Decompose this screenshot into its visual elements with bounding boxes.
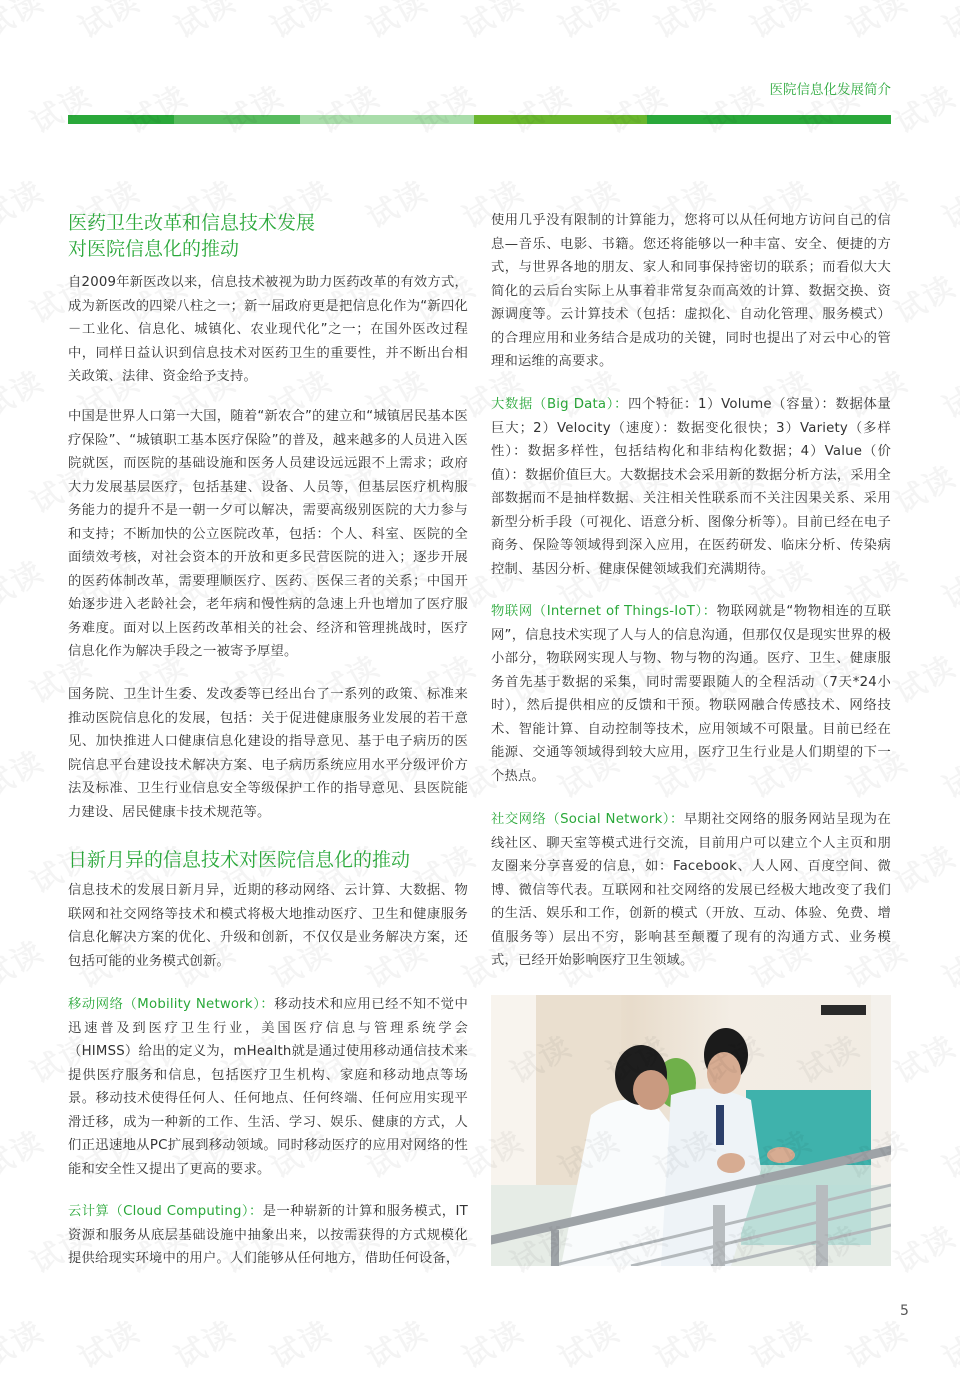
section1-paragraph-3: 国务院、卫生计生委、发改委等已经出台了一系列的政策、标准来推动医院信息化的发展，包括：关于促进健康服务业发展的若干意见、加快推进人口健康信息化建设的指导意见、基于电子病历的医院信息平台建设技术解决方案、电子病历系统应用水平分级评价方法及标准、卫生行业信息安全等级保护工作的指导意见、县医院能力建设、居民健康卡技术规范等。	[68, 687, 468, 820]
watermark-text	[501, 72, 578, 142]
watermark-text	[933, 167, 960, 237]
watermark-text	[453, 1307, 530, 1377]
watermark-text	[933, 0, 960, 47]
big-data-paragraph	[491, 393, 891, 581]
section2-title: 日新月异的信息技术对医院信息化的推动	[68, 849, 411, 871]
watermark-text	[165, 0, 242, 47]
iot-lead: 物联网（Internet of Things-IoT）：	[491, 604, 717, 619]
watermark-text	[0, 737, 51, 807]
watermark-text	[405, 72, 482, 142]
page-number: 5	[900, 1303, 909, 1319]
social-network-paragraph	[491, 808, 891, 973]
color-bar-segment	[68, 115, 174, 124]
watermark-text	[885, 72, 960, 142]
iot-text: 物联网就是“物物相连的互联网”，信息技术实现了人与人的信息沟通，但那仅仅是现实世界的极小部分，物联网实现人与物、物与物的沟通。医疗、卫生、健康服务首先基于数据的采集，同时需要跟随人的全程活动（7天*24小时），然后提供相应的反馈和干预。物联网融合传感技术、网络技术、智能计算、自动控制等技术，应用领域不可限量。目前已经在能源、交通等领域得到较大应用，医疗卫生行业是人们期望的下一个热点。	[491, 604, 891, 784]
social-network-text: 早期社交网络的服务网站呈现为在线社区、聊天室等模式进行交流，目前用户可以建立个人主页和朋友圈来分享喜爱的信息，如：Facebook、人人网、百度空间、微博、微信等代表。互联网和社交网络的发展已经极大地改变了我们的生活、娱乐和工作，创新的模式（开放、互动、体验、免费、增值服务等）层出不穷，影响甚至颠覆了现有的沟通方式、业务模式，已经开始影响医疗卫生领域。	[491, 812, 892, 968]
watermark-text	[837, 0, 914, 47]
watermark-text	[741, 1307, 818, 1377]
social-network-lead: 社交网络（Social Network）：	[491, 812, 684, 827]
watermark-text	[69, 0, 146, 47]
watermark-text	[933, 927, 960, 997]
watermark-text	[357, 0, 434, 47]
mobility-network-lead: 移动网络（Mobility Network）：	[68, 997, 275, 1012]
section1-title	[68, 210, 315, 262]
doctors-illustration	[491, 995, 891, 1266]
big-data-lead: 大数据（Big Data）：	[491, 397, 629, 412]
watermark-text	[645, 1307, 722, 1377]
section2-intro: 信息技术的发展日新月异，近期的移动网络、云计算、大数据、物联网和社交网络等技术和模式将极大地推动医疗、卫生和健康服务信息化解决方案的优化、升级和创新，不仅仅是业务解决方案，还包括可能的业务模式创新。	[68, 883, 468, 969]
watermark-text	[933, 1307, 960, 1377]
cloud-computing-continued: 使用几乎没有限制的计算能力，您将可以从任何地方访问自己的信息—音乐、电影、书籍。您还将能够以一种丰富、安全、便捷的方式，与世界各地的朋友、家人和同事保持密切的联系；而看似大大简化的云后台实际上从事着非常复杂而高效的计算、数据交换、资源调度等。云计算技术（包括：虚拟化、自动化管理、服务模式）的合理应用和业务结合是成功的关键，同时也提出了对云中心的管理和运维的高要求。	[491, 213, 891, 369]
watermark-text	[933, 357, 960, 427]
watermark-text	[645, 0, 722, 47]
watermark-text	[933, 547, 960, 617]
cloud-computing-lead: 云计算（Cloud Computing）：	[68, 1204, 263, 1219]
section1-paragraph-1: 自2009年新医改以来，信息技术被视为助力医药改革的有效方式，成为新医改的四梁八柱之一；新一届政府更是把信息化作为“新四化－工业化、信息化、城镇化、农业现代化”之一；在国外医改过程中，同样日益认识到信息技术对医药卫生的重要性，并不断出台相关政策、法律、资金给予支持。	[68, 275, 468, 384]
watermark-text	[165, 1307, 242, 1377]
color-bar-segment	[647, 115, 891, 124]
watermark-text	[885, 832, 960, 902]
watermark-text	[261, 0, 338, 47]
mobility-network-paragraph	[68, 993, 468, 1181]
mobility-network-text: 移动技术和应用已经不知不觉中迅速普及到医疗卫生行业，美国医疗信息与管理系统学会（HIMSS）给出的定义为，mHealth就是通过使用移动通信技术来提供医疗服务和信息，包括医疗卫生机构、家庭和移动地点等场景。移动技术使得任何人、任何地点、任何终端、任何应用实现平滑迁移，成为一种新的工作、生活、学习、娱乐、健康的方式，人们正迅速地从PC扩展到移动领域。同时移动医疗的应用对网络的性能和安全性又提出了更高的要求。	[68, 997, 468, 1177]
watermark-text	[885, 452, 960, 522]
watermark-text	[261, 1307, 338, 1377]
watermark-text	[741, 0, 818, 47]
watermark-text	[549, 1307, 626, 1377]
iot-paragraph	[491, 600, 891, 788]
cloud-computing-paragraph	[68, 1200, 468, 1271]
section1-title-line2: 对医院信息化的推动	[68, 238, 240, 260]
running-title: 医院信息化发展简介	[769, 82, 891, 98]
watermark-text	[0, 927, 51, 997]
watermark-text	[0, 547, 51, 617]
watermark-text	[0, 357, 51, 427]
watermark-text	[0, 1307, 51, 1377]
watermark-text	[453, 0, 530, 47]
watermark-text	[0, 167, 51, 237]
color-bar-segment	[474, 115, 647, 124]
watermark-text	[309, 72, 386, 142]
watermark-text	[885, 262, 960, 332]
color-bar-segment	[300, 115, 474, 124]
watermark-text	[69, 1307, 146, 1377]
cloud-computing-text: 是一种崭新的计算和服务模式，IT资源和服务从底层基础设施中抽象出来，以按需获得的方式规模化提供给现实环境中的用户。人们能够从任何地方，借助任何设备，	[68, 1204, 468, 1266]
watermark-text	[693, 72, 770, 142]
section1-paragraph-2: 中国是世界人口第一大国，随着“新农合”的建立和“城镇居民基本医疗保险”、“城镇职工基本医疗保险”的普及，越来越多的人员进入医院就医，而医院的基础设施和医务人员建设远远跟不上需求；政府大力发展基层医疗，包括基建、设备、人员等，但基层医疗机构服务能力的提升不是一朝一夕可以解决，需要高级别医院的大力参与和支持；不断加快的公立医院改革，包括：个人、科室、医院的全面绩效考核，对社会资本的开放和更多民营医院的进入；逐步开展的医药体制改革，需要理顺医疗、医药、医保三者的关系；中国开始逐步进入老龄社会，老年病和慢性病的急速上升也增加了医疗服务难度。面对以上医药改革相关的社会、经济和管理挑战时，医疗信息化作为解决手段之一被寄予厚望。	[68, 409, 468, 659]
watermark-text	[597, 72, 674, 142]
watermark-text	[357, 1307, 434, 1377]
watermark-text	[357, 167, 434, 237]
section1-title-line1: 医药卫生改革和信息技术发展	[68, 212, 316, 234]
watermark-text	[549, 0, 626, 47]
header-color-bar	[68, 115, 891, 124]
watermark-text	[885, 1212, 960, 1282]
watermark-text	[0, 1117, 51, 1187]
watermark-text	[933, 1117, 960, 1187]
watermark-text	[0, 0, 51, 47]
watermark-text	[933, 737, 960, 807]
big-data-text: 四个特征：1）Volume（容量）：数据体量巨大；2）Velocity（速度）：数据变化很快；3）Variety（多样性）：数据多样性，包括结构化和非结构化数据；4）Value（价值）：数据价值巨大。大数据技术会采用新的数据分析方法，采用全部数据而不是抽样数据、关注相关性联系而不关注因果关系、采用新型分析手段（可视化、语意分析、图像分析等）。目前已经在电子商务、保险等领域得到深入应用，在医药研发、临床分析、传染病控制、基因分析、健康保健领域我们充满期待。	[491, 397, 891, 577]
watermark-text	[885, 642, 960, 712]
color-bar-segment	[174, 115, 300, 124]
watermark-text	[213, 72, 290, 142]
watermark-text	[117, 72, 194, 142]
watermark-text	[21, 72, 98, 142]
doctors-photo	[491, 995, 891, 1266]
watermark-text	[885, 1022, 960, 1092]
